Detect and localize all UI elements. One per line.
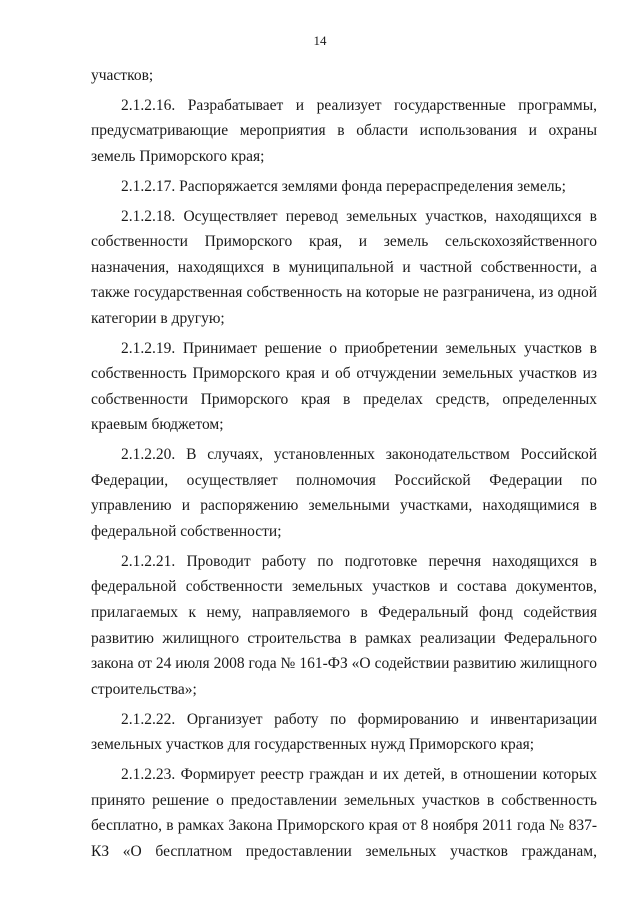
paragraph-2-1-2-20: 2.1.2.20. В случаях, установленных законодательством Российской Федерации, осуществляет полномочия Российской Федерации по управлению и распоряжению земельными участками, находящимися в федеральной собственности; [91, 446, 597, 541]
paragraph-2-1-2-18: 2.1.2.18. Осуществляет перевод земельных участков, находящихся в собственности Приморского края, и земель сельскохозяйственного назначения, находящихся в муниципальной и частной собственности, а также государственная собственность на которые не разграничена, из одной категории в другую; [91, 207, 597, 327]
paragraph-2-1-2-22: 2.1.2.22. Организует работу по формированию и инвентаризации земельных участков для государственных нужд Приморского края; [91, 710, 597, 754]
paragraph-2-1-2-17: 2.1.2.17. Распоряжается землями фонда перераспределения земель; [121, 177, 566, 195]
paragraph-2-1-2-21: 2.1.2.21. Проводит работу по подготовке перечня находящихся в федеральной собственности земельных участков и состава документов, прилагаемых к нему, направляемого в Федеральный фонд содействия развитию жилищного строительства в рамках реализации Федерального закона от 24 июля 2008 года № 161-ФЗ «О содействии развитию жилищного строительства»; [91, 552, 597, 698]
paragraph-continuation: участков; [91, 67, 154, 84]
page-number: 14 [313, 33, 327, 48]
paragraph-2-1-2-23: 2.1.2.23. Формирует реестр граждан и их детей, в отношении которых принято решение о предоставлении земельных участков в собственность бесплатно, в рамках Закона Приморского края от 8 ноября 2011 года № 837-КЗ «О бесплатном предоставлении земельных участков гражданам, [91, 765, 597, 860]
paragraph-2-1-2-16: 2.1.2.16. Разрабатывает и реализует государственные программы, предусматривающие мероприятия в области использования и охраны земель Приморского края; [91, 96, 597, 165]
paragraph-2-1-2-19: 2.1.2.19. Принимает решение о приобретении земельных участков в собственность Приморского края и об отчуждении земельных участков из собственности Приморского края в пределах средств, определенных краевым бюджетом; [91, 339, 597, 434]
document-body [91, 63, 597, 869]
